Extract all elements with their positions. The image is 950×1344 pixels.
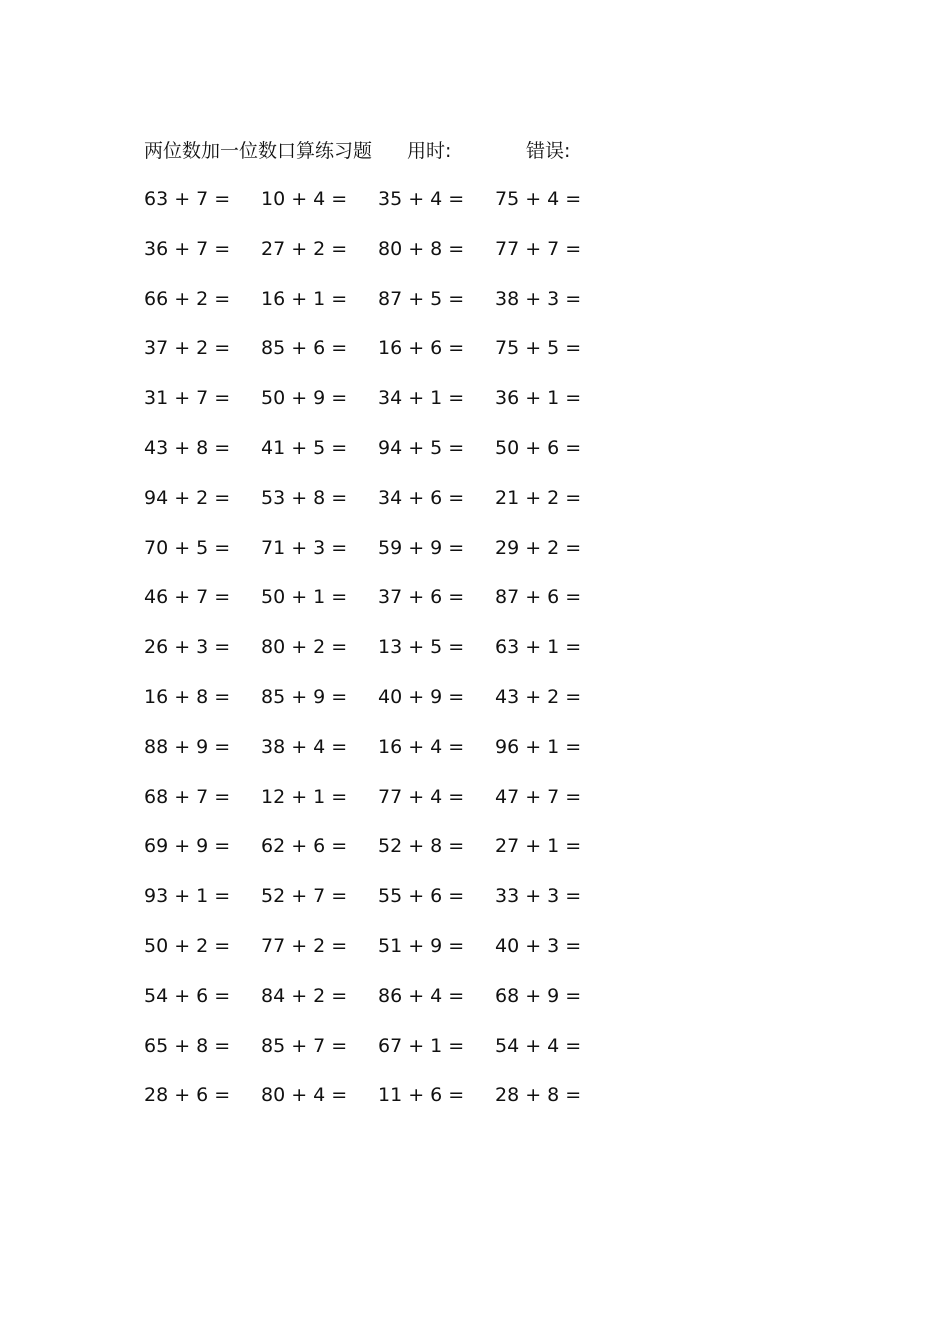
problem-cell: 59 + 9 =	[378, 536, 465, 559]
problem-cell: 77 + 7 =	[495, 237, 582, 260]
problem-cell: 34 + 1 =	[378, 387, 465, 410]
problem-cell: 41 + 5 =	[261, 436, 348, 459]
problem-cell: 21 + 2 =	[495, 486, 582, 509]
problem-cell: 26 + 3 =	[144, 636, 231, 659]
problem-cell: 35 + 4 =	[378, 188, 465, 210]
problem-cell: 62 + 6 =	[261, 835, 348, 858]
problem-cell: 40 + 9 =	[378, 685, 465, 708]
problem-cell: 52 + 7 =	[261, 885, 348, 908]
problem-cell: 33 + 3 =	[495, 885, 582, 908]
problem-cell: 50 + 9 =	[261, 387, 348, 410]
problem-cell: 85 + 6 =	[261, 337, 348, 360]
problem-cell: 43 + 8 =	[144, 436, 231, 459]
problem-cell: 16 + 4 =	[378, 735, 465, 758]
problem-cell: 51 + 9 =	[378, 934, 465, 957]
problem-cell: 46 + 7 =	[144, 586, 231, 609]
problem-cell: 94 + 2 =	[144, 486, 231, 509]
problem-cell: 27 + 1 =	[495, 835, 582, 858]
problem-cell: 29 + 2 =	[495, 536, 582, 559]
problem-cell: 52 + 8 =	[378, 835, 465, 858]
problem-cell: 66 + 2 =	[144, 287, 231, 310]
problem-cell: 84 + 2 =	[261, 984, 348, 1007]
problem-cell: 85 + 9 =	[261, 685, 348, 708]
problem-cell: 40 + 3 =	[495, 934, 582, 957]
problem-cell: 16 + 6 =	[378, 337, 465, 360]
problem-cell: 50 + 1 =	[261, 586, 348, 609]
problem-grid	[144, 184, 612, 1130]
problem-cell: 96 + 1 =	[495, 735, 582, 758]
problem-cell: 55 + 6 =	[378, 885, 465, 908]
problem-cell: 50 + 2 =	[144, 934, 231, 957]
problem-cell: 12 + 1 =	[261, 785, 348, 808]
problem-cell: 80 + 4 =	[261, 1084, 348, 1107]
problem-cell: 36 + 1 =	[495, 387, 582, 410]
problem-cell: 11 + 6 =	[378, 1084, 465, 1107]
problem-cell: 65 + 8 =	[144, 1034, 231, 1057]
problem-cell: 37 + 6 =	[378, 586, 465, 609]
problem-cell: 93 + 1 =	[144, 885, 231, 908]
problem-cell: 47 + 7 =	[495, 785, 582, 808]
problem-cell: 43 + 2 =	[495, 685, 582, 708]
problem-cell: 80 + 2 =	[261, 636, 348, 659]
problem-cell: 50 + 6 =	[495, 436, 582, 459]
problem-cell: 28 + 6 =	[144, 1084, 231, 1107]
problem-cell: 54 + 4 =	[495, 1034, 582, 1057]
problem-cell: 63 + 1 =	[495, 636, 582, 659]
problem-cell: 10 + 4 =	[261, 188, 348, 210]
problem-cell: 16 + 8 =	[144, 685, 231, 708]
problem-cell: 34 + 6 =	[378, 486, 465, 509]
problem-cell: 27 + 2 =	[261, 237, 348, 260]
time-label: 用时:	[407, 140, 452, 162]
problem-cell: 63 + 7 =	[144, 188, 231, 210]
problem-cell: 16 + 1 =	[261, 287, 348, 310]
problem-cell: 80 + 8 =	[378, 237, 465, 260]
problem-cell: 87 + 5 =	[378, 287, 465, 310]
problem-cell: 77 + 2 =	[261, 934, 348, 957]
problem-cell: 38 + 4 =	[261, 735, 348, 758]
problem-cell: 94 + 5 =	[378, 436, 465, 459]
problem-cell: 31 + 7 =	[144, 387, 231, 410]
problem-cell: 13 + 5 =	[378, 636, 465, 659]
problem-cell: 86 + 4 =	[378, 984, 465, 1007]
problem-cell: 69 + 9 =	[144, 835, 231, 858]
problem-cell: 77 + 4 =	[378, 785, 465, 808]
problem-cell: 85 + 7 =	[261, 1034, 348, 1057]
problem-cell: 88 + 9 =	[144, 735, 231, 758]
problem-cell: 37 + 2 =	[144, 337, 231, 360]
problem-cell: 75 + 4 =	[495, 188, 582, 210]
problem-cell: 87 + 6 =	[495, 586, 582, 609]
problem-cell: 75 + 5 =	[495, 337, 582, 360]
problem-cell: 70 + 5 =	[144, 536, 231, 559]
problem-cell: 28 + 8 =	[495, 1084, 582, 1107]
problem-cell: 68 + 9 =	[495, 984, 582, 1007]
problem-cell: 71 + 3 =	[261, 536, 348, 559]
problem-cell: 67 + 1 =	[378, 1034, 465, 1057]
problem-cell: 68 + 7 =	[144, 785, 231, 808]
problem-cell: 38 + 3 =	[495, 287, 582, 310]
problem-cell: 54 + 6 =	[144, 984, 231, 1007]
problem-cell: 36 + 7 =	[144, 237, 231, 260]
problem-cell: 53 + 8 =	[261, 486, 348, 509]
worksheet-title: 两位数加一位数口算练习题	[144, 140, 373, 162]
errors-label: 错误:	[526, 140, 571, 162]
